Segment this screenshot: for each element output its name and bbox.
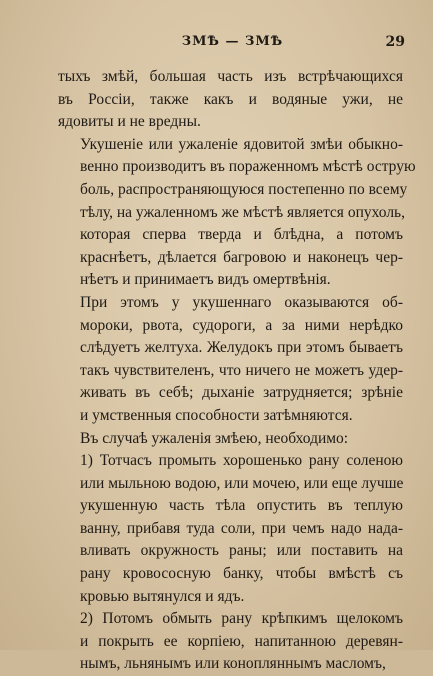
text-line: Въ случаѣ ужаленія змѣею, необходимо: xyxy=(80,429,349,447)
text-line: такъ чувствителенъ, что ничего не можетъ удер- xyxy=(80,361,403,379)
text-line: въ Россіи, также какъ и водяные ужи, не xyxy=(58,90,403,108)
text-line: тыхъ змѣй, большая часть изъ встрѣчающихся xyxy=(58,68,403,85)
text-line: или мыльною водою, или мочею, или еще лучше xyxy=(80,474,404,492)
text-line: вливать окружность раны; или поставить на xyxy=(80,542,403,560)
paragraph xyxy=(58,134,416,292)
text-line: слѣдуетъ желтуха. Желудокъ при этомъ бываетъ xyxy=(80,339,403,357)
text-line: боль, распространяющуюся постепенно по всему xyxy=(80,180,408,198)
text-line: венно производитъ въ пораженномъ мѣстѣ острую xyxy=(80,158,416,176)
text-line: краснѣетъ, дѣлается багровою и наконецъ чер- xyxy=(80,248,403,266)
text-line: 2) Потомъ обмыть рану крѣпкимъ щелокомъ xyxy=(80,610,403,628)
page-header xyxy=(60,34,405,54)
paragraph xyxy=(58,66,403,134)
text-line: нѣетъ и принимаетъ видъ омертвѣнія. xyxy=(80,271,331,289)
text-line: укушенную часть тѣла опустить въ теплую xyxy=(80,497,403,515)
text-line: живать въ себѣ; дыханіе затрудняется; зрѣніе xyxy=(80,384,403,402)
body-text xyxy=(58,66,416,676)
text-line: 1) Тотчасъ промыть хорошенько рану соленою xyxy=(80,452,403,470)
text-line: мороки, рвота, судороги, а за ними нерѣдко xyxy=(80,316,403,334)
text-line: рану кровососную банку, чтобы вмѣстѣ съ xyxy=(80,565,403,583)
text-line: ядовиты и не вредны. xyxy=(58,113,201,131)
text-line: и умственныя способности затѣмняются. xyxy=(80,406,353,424)
text-line: которая сперва тверда и блѣдна, а потомъ xyxy=(80,226,403,244)
page-number: 29 xyxy=(385,34,405,50)
text-line: кровью вытянулся и ядъ. xyxy=(80,587,245,605)
paragraph xyxy=(58,292,403,428)
text-line: нымъ, льнянымъ или конопляннымъ масломъ, xyxy=(80,655,386,673)
text-line: Укушеніе или ужаленіе ядовитой змѣи обыкно- xyxy=(80,135,403,153)
text-line: При этомъ у укушеннаго оказываются об- xyxy=(80,293,403,311)
paragraph xyxy=(58,608,403,676)
text-line: и покрыть ее корпіею, напитанною деревян- xyxy=(80,632,403,650)
paragraph xyxy=(58,428,403,451)
text-line: тѣлу, на ужаленномъ же мѣстѣ является опухоль, xyxy=(80,203,405,221)
running-head: ЗМѢ — ЗМѢ xyxy=(181,34,284,49)
text-line: ванну, прибавя туда соли, при чемъ надо нада- xyxy=(80,519,403,537)
paragraph xyxy=(58,450,403,608)
